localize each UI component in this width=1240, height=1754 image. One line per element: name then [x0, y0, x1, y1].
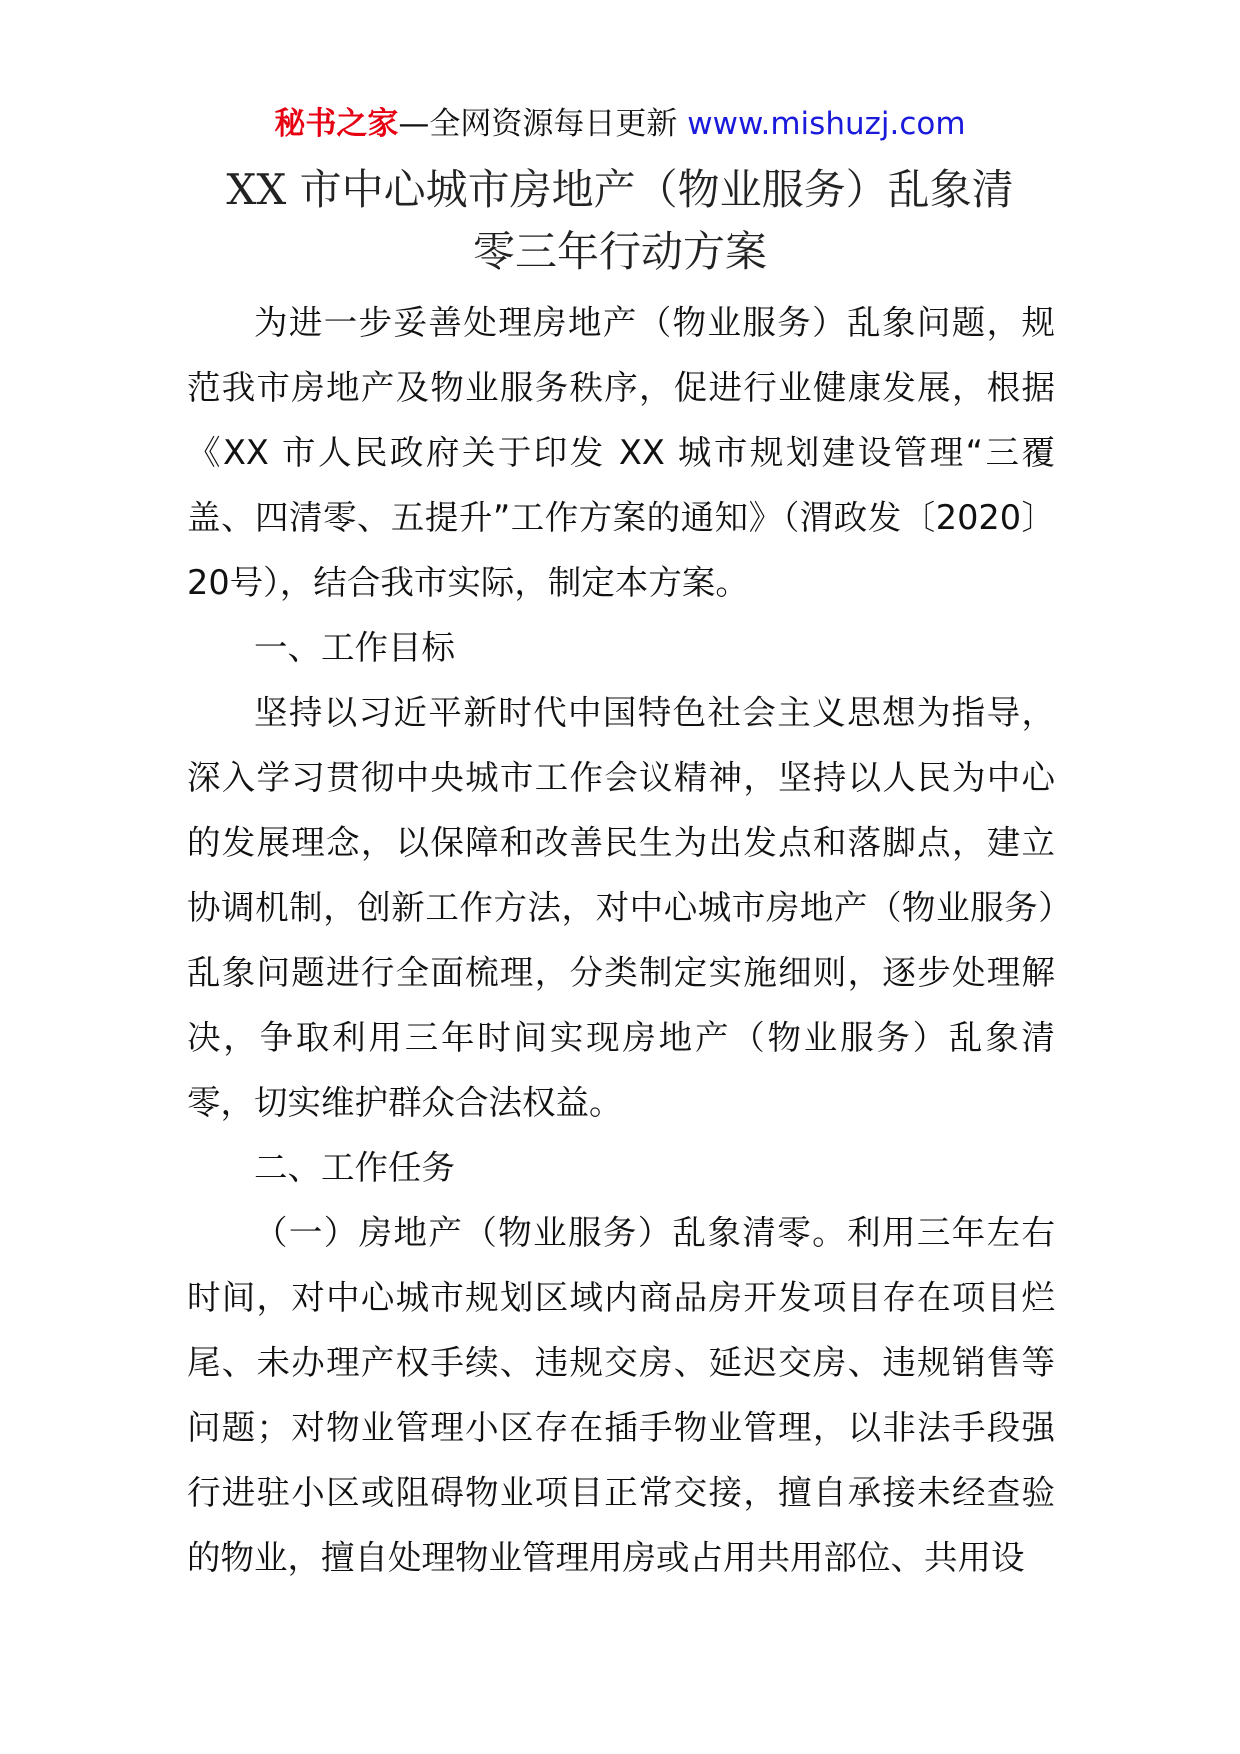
site-brand: 秘书之家 — [274, 106, 399, 142]
site-tagline: —全网资源每日更新 — [398, 106, 688, 142]
document-title-line-2: 零三年行动方案 — [472, 227, 767, 276]
intro-paragraph: 为进一步妥善处理房地产（物业服务）乱象问题，规范我市房地产及物业服务秩序，促进行业健康发展，根据《XX 市人民政府关于印发 XX 城市规划建设管理“三覆盖、四清零、五提升”工作方案的通知》（渭政发〔2020〕20号），结合我市实际，制定本方案。 — [187, 303, 1055, 602]
document-body — [187, 290, 1055, 1590]
section-2-paragraph: （一）房地产（物业服务）乱象清零。利用三年左右时间，对中心城市规划区域内商品房开发项目存在项目烂尾、未办理产权手续、违规交房、延迟交房、违规销售等问题；对物业管理小区存在插手物业管理，以非法手段强行进驻小区或阻碍物业项目正常交接，擅自承接未经查验的物业，擅自处理物业管理用房或占用共用部位、共用设 — [187, 1213, 1055, 1577]
site-url-link[interactable]: www.mishuzj.com — [687, 106, 966, 142]
section-2-heading: 二、工作任务 — [254, 1148, 455, 1187]
section-1-heading: 一、工作目标 — [254, 628, 455, 667]
site-header — [0, 104, 1240, 144]
section-1-paragraph: 坚持以习近平新时代中国特色社会主义思想为指导，深入学习贯彻中央城市工作会议精神，坚持以人民为中心的发展理念，以保障和改善民生为出发点和落脚点，建立协调机制，创新工作方法，对中心城市房地产（物业服务）乱象问题进行全面梳理，分类制定实施细则，逐步处理解决，争取利用三年时间实现房地产（物业服务）乱象清零，切实维护群众合法权益。 — [187, 693, 1055, 1122]
document-title-line-1: XX 市中心城市房地产（物业服务）乱象清 — [226, 165, 1014, 214]
